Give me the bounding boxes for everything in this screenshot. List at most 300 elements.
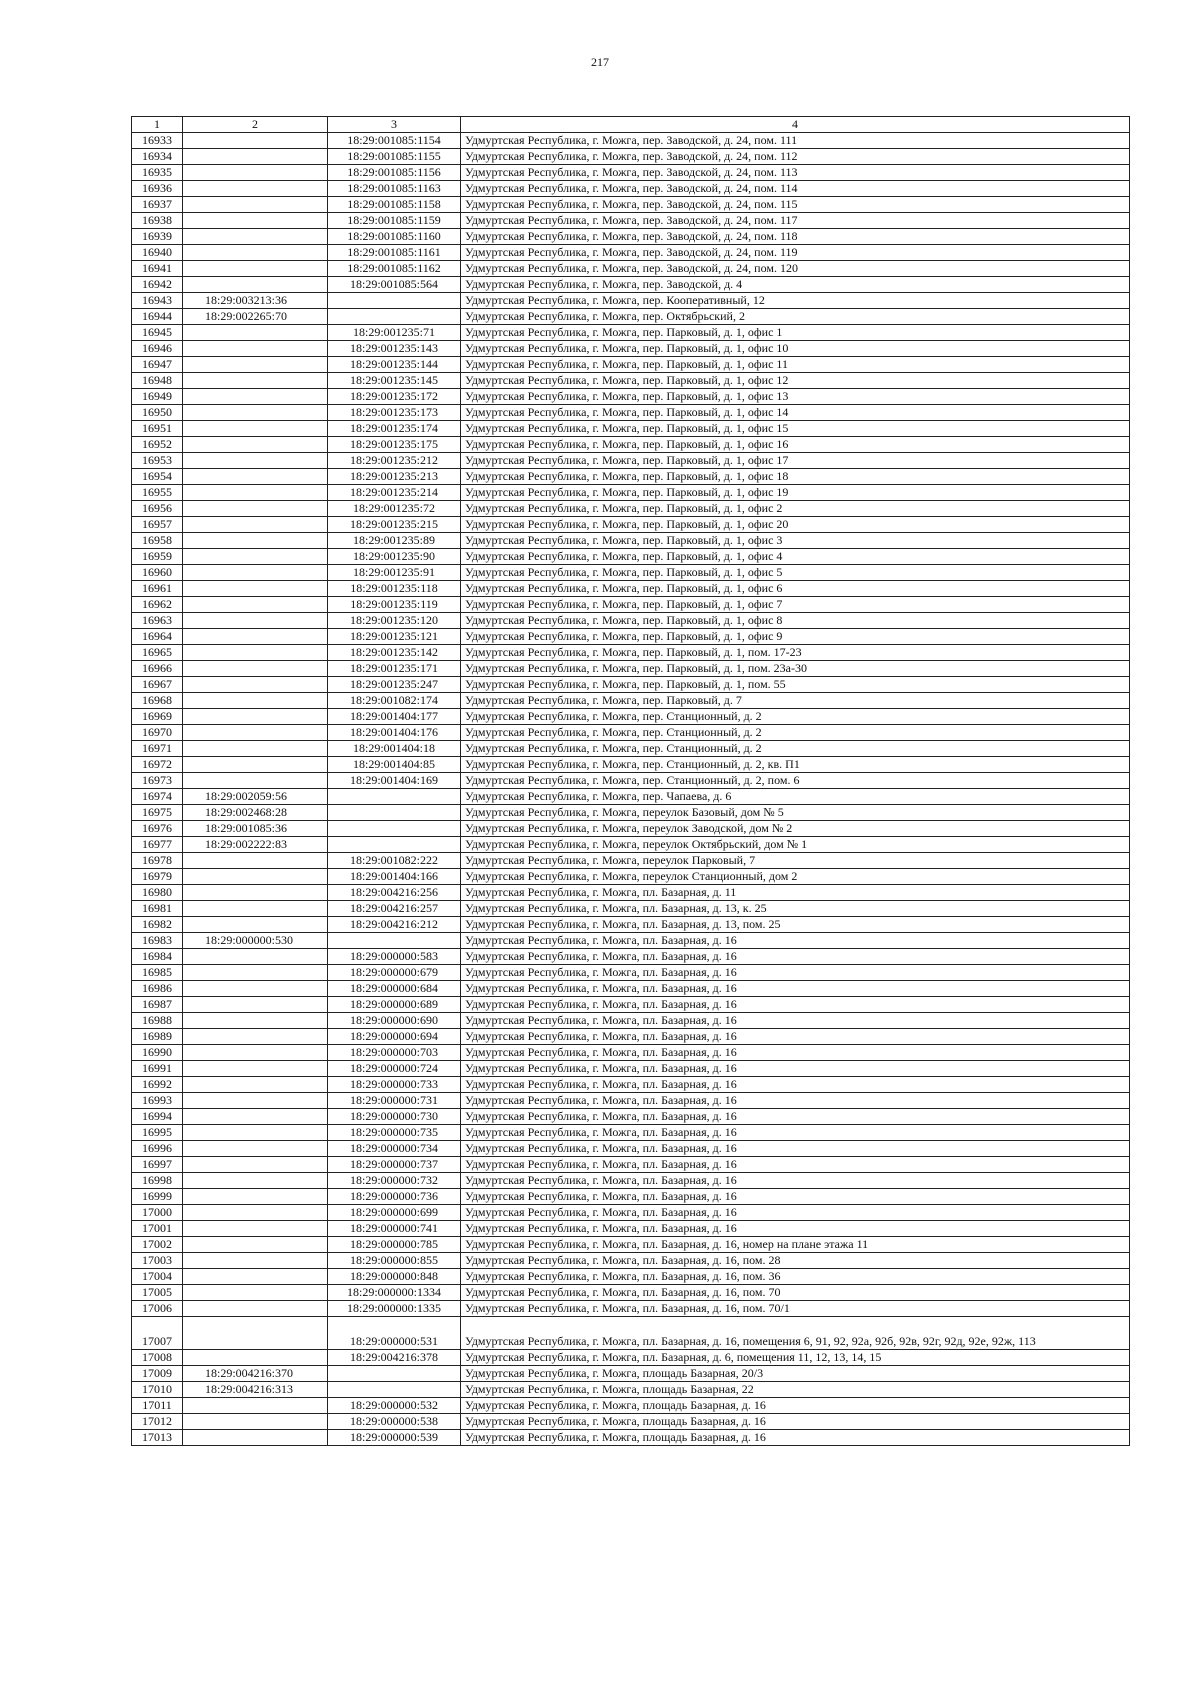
table-row [132, 789, 1130, 805]
address: Удмуртская Республика, г. Можга, пл. Базарная, д. 16 [461, 1077, 1130, 1093]
cadastral-number-col2 [183, 709, 328, 725]
address: Удмуртская Республика, г. Можга, площадь Базарная, 22 [461, 1382, 1130, 1398]
address: Удмуртская Республика, г. Можга, пл. Базарная, д. 13, к. 25 [461, 901, 1130, 917]
cadastral-number-col2 [183, 373, 328, 389]
column-header-1: 1 [132, 117, 183, 133]
row-number: 16980 [132, 885, 183, 901]
row-number: 16971 [132, 741, 183, 757]
cadastral-number-col2 [183, 997, 328, 1013]
row-number: 16999 [132, 1189, 183, 1205]
row-number: 16953 [132, 453, 183, 469]
address: Удмуртская Республика, г. Можга, пл. Базарная, д. 16 [461, 1141, 1130, 1157]
address: Удмуртская Республика, г. Можга, пер. Парковый, д. 1, офис 10 [461, 341, 1130, 357]
registry-table [131, 116, 1130, 1446]
address: Удмуртская Республика, г. Можга, пер. Заводской, д. 24, пом. 112 [461, 149, 1130, 165]
cadastral-number-col3: 18:29:001404:177 [328, 709, 461, 725]
address: Удмуртская Республика, г. Можга, пер. Парковый, д. 1, офис 12 [461, 373, 1130, 389]
row-number: 16978 [132, 853, 183, 869]
cadastral-number-col3: 18:29:001085:1155 [328, 149, 461, 165]
cadastral-number-col2 [183, 725, 328, 741]
row-number: 16994 [132, 1109, 183, 1125]
address: Удмуртская Республика, г. Можга, пер. Станционный, д. 2, пом. 6 [461, 773, 1130, 789]
row-number: 17003 [132, 1253, 183, 1269]
table-row [132, 293, 1130, 309]
row-number: 16961 [132, 581, 183, 597]
address: Удмуртская Республика, г. Можга, пер. Парковый, д. 1, пом. 17-23 [461, 645, 1130, 661]
row-number: 16938 [132, 213, 183, 229]
table-row [132, 773, 1130, 789]
row-number: 16942 [132, 277, 183, 293]
address: Удмуртская Республика, г. Можга, переулок Станционный, дом 2 [461, 869, 1130, 885]
row-number: 16966 [132, 661, 183, 677]
address: Удмуртская Республика, г. Можга, пер. Парковый, д. 1, офис 17 [461, 453, 1130, 469]
cadastral-number-col3: 18:29:000000:689 [328, 997, 461, 1013]
cadastral-number-col2 [183, 1205, 328, 1221]
table-row [132, 1141, 1130, 1157]
address: Удмуртская Республика, г. Можга, пл. Базарная, д. 16, пом. 70/1 [461, 1301, 1130, 1317]
cadastral-number-col2 [183, 885, 328, 901]
address: Удмуртская Республика, г. Можга, пер. Парковый, д. 1, офис 16 [461, 437, 1130, 453]
cadastral-number-col2 [183, 1253, 328, 1269]
cadastral-number-col2 [183, 389, 328, 405]
cadastral-number-col2 [183, 1285, 328, 1301]
cadastral-number-col2 [183, 533, 328, 549]
cadastral-number-col2 [183, 325, 328, 341]
cadastral-number-col3: 18:29:001235:214 [328, 485, 461, 501]
table-row [132, 741, 1130, 757]
row-number: 16972 [132, 757, 183, 773]
table-body [132, 133, 1130, 1446]
address: Удмуртская Республика, г. Можга, пер. Заводской, д. 24, пом. 111 [461, 133, 1130, 149]
cadastral-number-col3: 18:29:001235:91 [328, 565, 461, 581]
row-number: 16949 [132, 389, 183, 405]
cadastral-number-col2 [183, 869, 328, 885]
cadastral-number-col2 [183, 485, 328, 501]
table-row [132, 725, 1130, 741]
address: Удмуртская Республика, г. Можга, пл. Базарная, д. 16 [461, 949, 1130, 965]
table-row [132, 277, 1130, 293]
cadastral-number-col3: 18:29:001235:215 [328, 517, 461, 533]
address: Удмуртская Республика, г. Можга, пер. Парковый, д. 1, офис 2 [461, 501, 1130, 517]
row-number: 16965 [132, 645, 183, 661]
cadastral-number-col2 [183, 405, 328, 421]
table-row [132, 485, 1130, 501]
table-row [132, 389, 1130, 405]
cadastral-number-col3: 18:29:001082:174 [328, 693, 461, 709]
cadastral-number-col2 [183, 597, 328, 613]
address: Удмуртская Республика, г. Можга, пл. Базарная, д. 16 [461, 933, 1130, 949]
cadastral-number-col3: 18:29:000000:741 [328, 1221, 461, 1237]
address: Удмуртская Республика, г. Можга, пер. Парковый, д. 1, офис 20 [461, 517, 1130, 533]
cadastral-number-col3: 18:29:000000:735 [328, 1125, 461, 1141]
table-row [132, 1189, 1130, 1205]
table-row [132, 1077, 1130, 1093]
table-row [132, 1398, 1130, 1414]
address: Удмуртская Республика, г. Можга, пер. Парковый, д. 1, офис 19 [461, 485, 1130, 501]
table-row [132, 1285, 1130, 1301]
table-row [132, 421, 1130, 437]
row-number: 16940 [132, 245, 183, 261]
row-number: 16970 [132, 725, 183, 741]
address: Удмуртская Республика, г. Можга, пер. Парковый, д. 1, офис 8 [461, 613, 1130, 629]
row-number: 17013 [132, 1430, 183, 1446]
cadastral-number-col2 [183, 1077, 328, 1093]
row-number: 17009 [132, 1366, 183, 1382]
cadastral-number-col3: 18:29:001235:121 [328, 629, 461, 645]
cadastral-number-col3 [328, 1382, 461, 1398]
table-row [132, 1301, 1130, 1317]
cadastral-number-col3: 18:29:000000:684 [328, 981, 461, 997]
cadastral-number-col2 [183, 1350, 328, 1366]
address: Удмуртская Республика, г. Можга, пер. Заводской, д. 4 [461, 277, 1130, 293]
column-header-4: 4 [461, 117, 1130, 133]
row-number: 16935 [132, 165, 183, 181]
row-number: 16936 [132, 181, 183, 197]
column-header-3: 3 [328, 117, 461, 133]
cadastral-number-col2 [183, 149, 328, 165]
cadastral-number-col3: 18:29:000000:1334 [328, 1285, 461, 1301]
table-row [132, 997, 1130, 1013]
table-row [132, 261, 1130, 277]
table-row [132, 1317, 1130, 1350]
table-row [132, 949, 1130, 965]
cadastral-number-col3: 18:29:001235:171 [328, 661, 461, 677]
table-row [132, 693, 1130, 709]
row-number: 16983 [132, 933, 183, 949]
table-row [132, 1173, 1130, 1189]
table-row [132, 709, 1130, 725]
table-row [132, 469, 1130, 485]
cadastral-number-col3 [328, 933, 461, 949]
cadastral-number-col3: 18:29:001235:144 [328, 357, 461, 373]
address: Удмуртская Республика, г. Можга, пер. Парковый, д. 1, офис 15 [461, 421, 1130, 437]
row-number: 16991 [132, 1061, 183, 1077]
cadastral-number-col2 [183, 213, 328, 229]
header-row [132, 117, 1130, 133]
cadastral-number-col2 [183, 1237, 328, 1253]
address: Удмуртская Республика, г. Можга, пл. Базарная, д. 16 [461, 1205, 1130, 1221]
row-number: 17000 [132, 1205, 183, 1221]
row-number: 16996 [132, 1141, 183, 1157]
address: Удмуртская Республика, г. Можга, пер. Парковый, д. 1, офис 6 [461, 581, 1130, 597]
row-number: 16984 [132, 949, 183, 965]
table-row [132, 597, 1130, 613]
table-row [132, 181, 1130, 197]
table-row [132, 917, 1130, 933]
address: Удмуртская Республика, г. Можга, пл. Базарная, д. 13, пом. 25 [461, 917, 1130, 933]
row-number: 16992 [132, 1077, 183, 1093]
row-number: 16947 [132, 357, 183, 373]
cadastral-number-col3: 18:29:001235:120 [328, 613, 461, 629]
row-number: 16975 [132, 805, 183, 821]
cadastral-number-col2 [183, 165, 328, 181]
address: Удмуртская Республика, г. Можга, пер. Парковый, д. 1, офис 1 [461, 325, 1130, 341]
cadastral-number-col3: 18:29:001235:118 [328, 581, 461, 597]
table-row [132, 357, 1130, 373]
address: Удмуртская Республика, г. Можга, пер. Парковый, д. 1, офис 5 [461, 565, 1130, 581]
cadastral-number-col2: 18:29:001085:36 [183, 821, 328, 837]
address: Удмуртская Республика, г. Можга, переулок Заводской, дом № 2 [461, 821, 1130, 837]
address: Удмуртская Республика, г. Можга, площадь Базарная, 20/3 [461, 1366, 1130, 1382]
address: Удмуртская Республика, г. Можга, пер. Парковый, д. 1, офис 13 [461, 389, 1130, 405]
table-row [132, 133, 1130, 149]
address: Удмуртская Республика, г. Можга, пер. Заводской, д. 24, пом. 115 [461, 197, 1130, 213]
cadastral-number-col3: 18:29:000000:1335 [328, 1301, 461, 1317]
address: Удмуртская Республика, г. Можга, пер. Парковый, д. 1, пом. 55 [461, 677, 1130, 693]
cadastral-number-col3: 18:29:001235:145 [328, 373, 461, 389]
address: Удмуртская Республика, г. Можга, переулок Базовый, дом № 5 [461, 805, 1130, 821]
cadastral-number-col2 [183, 661, 328, 677]
address: Удмуртская Республика, г. Можга, пл. Базарная, д. 16, номер на плане этажа 11 [461, 1237, 1130, 1253]
cadastral-number-col2 [183, 1301, 328, 1317]
table-row [132, 1221, 1130, 1237]
cadastral-number-col3: 18:29:001085:1163 [328, 181, 461, 197]
row-number: 16958 [132, 533, 183, 549]
table-row [132, 1045, 1130, 1061]
cadastral-number-col2 [183, 1430, 328, 1446]
row-number: 17001 [132, 1221, 183, 1237]
address: Удмуртская Республика, г. Можга, пер. Заводской, д. 24, пом. 113 [461, 165, 1130, 181]
table-row [132, 981, 1130, 997]
cadastral-number-col3: 18:29:001235:142 [328, 645, 461, 661]
cadastral-number-col3: 18:29:000000:855 [328, 1253, 461, 1269]
address: Удмуртская Республика, г. Можга, пл. Базарная, д. 16 [461, 1029, 1130, 1045]
address: Удмуртская Республика, г. Можга, пер. Чапаева, д. 6 [461, 789, 1130, 805]
table-row [132, 149, 1130, 165]
table-row [132, 805, 1130, 821]
address: Удмуртская Республика, г. Можга, пер. Парковый, д. 1, офис 9 [461, 629, 1130, 645]
table-row [132, 565, 1130, 581]
table-row [132, 405, 1130, 421]
cadastral-number-col2 [183, 245, 328, 261]
cadastral-number-col2 [183, 1414, 328, 1430]
row-number: 16982 [132, 917, 183, 933]
address: Удмуртская Республика, г. Можга, пер. Заводской, д. 24, пом. 118 [461, 229, 1130, 245]
address: Удмуртская Республика, г. Можга, пл. Базарная, д. 16 [461, 1109, 1130, 1125]
cadastral-number-col2 [183, 581, 328, 597]
table-row [132, 581, 1130, 597]
address: Удмуртская Республика, г. Можга, пер. Парковый, д. 1, пом. 23а-30 [461, 661, 1130, 677]
cadastral-number-col2 [183, 1189, 328, 1205]
table-row [132, 613, 1130, 629]
row-number: 16988 [132, 1013, 183, 1029]
cadastral-number-col3: 18:29:000000:734 [328, 1141, 461, 1157]
row-number: 17010 [132, 1382, 183, 1398]
address: Удмуртская Республика, г. Можга, пер. Парковый, д. 7 [461, 693, 1130, 709]
cadastral-number-col3: 18:29:000000:694 [328, 1029, 461, 1045]
cadastral-number-col3 [328, 805, 461, 821]
table-row [132, 677, 1130, 693]
cadastral-number-col3: 18:29:004216:212 [328, 917, 461, 933]
row-number: 16962 [132, 597, 183, 613]
cadastral-number-col3: 18:29:001085:1156 [328, 165, 461, 181]
address: Удмуртская Республика, г. Можга, пер. Парковый, д. 1, офис 14 [461, 405, 1130, 421]
cadastral-number-col2 [183, 421, 328, 437]
address: Удмуртская Республика, г. Можга, пл. Базарная, д. 16 [461, 1061, 1130, 1077]
table-row [132, 1205, 1130, 1221]
cadastral-number-col3 [328, 1366, 461, 1382]
address: Удмуртская Республика, г. Можга, пер. Октябрьский, 2 [461, 309, 1130, 325]
cadastral-number-col2 [183, 1398, 328, 1414]
row-number: 16981 [132, 901, 183, 917]
cadastral-number-col3: 18:29:001085:1162 [328, 261, 461, 277]
row-number: 17008 [132, 1350, 183, 1366]
address: Удмуртская Республика, г. Можга, площадь Базарная, д. 16 [461, 1430, 1130, 1446]
row-number: 16959 [132, 549, 183, 565]
cadastral-number-col3: 18:29:001235:71 [328, 325, 461, 341]
table-row [132, 1013, 1130, 1029]
row-number: 17012 [132, 1414, 183, 1430]
row-number: 16986 [132, 981, 183, 997]
address: Удмуртская Республика, г. Можга, площадь Базарная, д. 16 [461, 1398, 1130, 1414]
cadastral-number-col3: 18:29:001082:222 [328, 853, 461, 869]
cadastral-number-col3: 18:29:001235:175 [328, 437, 461, 453]
table-row [132, 1061, 1130, 1077]
address: Удмуртская Республика, г. Можга, пл. Базарная, д. 16, пом. 36 [461, 1269, 1130, 1285]
cadastral-number-col3 [328, 789, 461, 805]
table-row [132, 501, 1130, 517]
table-row [132, 1237, 1130, 1253]
cadastral-number-col2 [183, 1061, 328, 1077]
table-row [132, 341, 1130, 357]
table-header [132, 117, 1130, 133]
cadastral-number-col2 [183, 549, 328, 565]
row-number: 16968 [132, 693, 183, 709]
row-number: 16954 [132, 469, 183, 485]
cadastral-number-col2 [183, 181, 328, 197]
cadastral-number-col3: 18:29:001404:169 [328, 773, 461, 789]
cadastral-number-col2 [183, 693, 328, 709]
address: Удмуртская Республика, г. Можга, пл. Базарная, д. 16 [461, 981, 1130, 997]
address: Удмуртская Республика, г. Можга, пл. Базарная, д. 16 [461, 1221, 1130, 1237]
table-row [132, 197, 1130, 213]
cadastral-number-col3: 18:29:004216:256 [328, 885, 461, 901]
address: Удмуртская Республика, г. Можга, пер. Парковый, д. 1, офис 7 [461, 597, 1130, 613]
cadastral-number-col3 [328, 837, 461, 853]
cadastral-number-col2 [183, 981, 328, 997]
address: Удмуртская Республика, г. Можга, площадь Базарная, д. 16 [461, 1414, 1130, 1430]
cadastral-number-col2 [183, 565, 328, 581]
cadastral-number-col3: 18:29:004216:378 [328, 1350, 461, 1366]
cadastral-number-col3: 18:29:001235:174 [328, 421, 461, 437]
cadastral-number-col3: 18:29:000000:730 [328, 1109, 461, 1125]
row-number: 16957 [132, 517, 183, 533]
row-number: 16948 [132, 373, 183, 389]
cadastral-number-col3: 18:29:001404:176 [328, 725, 461, 741]
address: Удмуртская Республика, г. Можга, пл. Базарная, д. 6, помещения 11, 12, 13, 14, 15 [461, 1350, 1130, 1366]
cadastral-number-col2 [183, 437, 328, 453]
cadastral-number-col2 [183, 453, 328, 469]
table-row [132, 1414, 1130, 1430]
table-row [132, 549, 1130, 565]
row-number: 16952 [132, 437, 183, 453]
table-row [132, 1430, 1130, 1446]
row-number: 16987 [132, 997, 183, 1013]
cadastral-number-col2 [183, 613, 328, 629]
address: Удмуртская Республика, г. Можга, пер. Парковый, д. 1, офис 11 [461, 357, 1130, 373]
table-row [132, 437, 1130, 453]
cadastral-number-col3: 18:29:001404:85 [328, 757, 461, 773]
address: Удмуртская Республика, г. Можга, пер. Станционный, д. 2 [461, 741, 1130, 757]
row-number: 16979 [132, 869, 183, 885]
cadastral-number-col3: 18:29:000000:699 [328, 1205, 461, 1221]
table-row [132, 229, 1130, 245]
row-number: 16973 [132, 773, 183, 789]
address: Удмуртская Республика, г. Можга, пер. Кооперативный, 12 [461, 293, 1130, 309]
cadastral-number-col2 [183, 1029, 328, 1045]
address: Удмуртская Республика, г. Можга, пл. Базарная, д. 16 [461, 1125, 1130, 1141]
address: Удмуртская Республика, г. Можга, переулок Парковый, 7 [461, 853, 1130, 869]
table-row [132, 1125, 1130, 1141]
cadastral-number-col2 [183, 1269, 328, 1285]
address: Удмуртская Республика, г. Можга, пл. Базарная, д. 16 [461, 1093, 1130, 1109]
row-number: 16939 [132, 229, 183, 245]
page-number: 217 [591, 55, 609, 69]
address: Удмуртская Республика, г. Можга, пер. Заводской, д. 24, пом. 119 [461, 245, 1130, 261]
cadastral-number-col3: 18:29:001235:119 [328, 597, 461, 613]
row-number: 16963 [132, 613, 183, 629]
cadastral-number-col3: 18:29:000000:733 [328, 1077, 461, 1093]
cadastral-number-col2 [183, 357, 328, 373]
cadastral-number-col2 [183, 1093, 328, 1109]
cadastral-number-col2 [183, 1109, 328, 1125]
row-number: 16933 [132, 133, 183, 149]
cadastral-number-col2 [183, 1317, 328, 1350]
cadastral-number-col3: 18:29:001235:212 [328, 453, 461, 469]
table-row [132, 661, 1130, 677]
table-row [132, 1093, 1130, 1109]
cadastral-number-col2 [183, 1045, 328, 1061]
cadastral-number-col3: 18:29:001404:18 [328, 741, 461, 757]
row-number: 16943 [132, 293, 183, 309]
cadastral-number-col2 [183, 901, 328, 917]
address: Удмуртская Республика, г. Можга, пл. Базарная, д. 16 [461, 1013, 1130, 1029]
table-row [132, 965, 1130, 981]
cadastral-number-col3: 18:29:004216:257 [328, 901, 461, 917]
column-header-2: 2 [183, 117, 328, 133]
address: Удмуртская Республика, г. Можга, пер. Заводской, д. 24, пом. 117 [461, 213, 1130, 229]
cadastral-number-col3: 18:29:001235:72 [328, 501, 461, 517]
cadastral-number-col3: 18:29:001085:564 [328, 277, 461, 293]
cadastral-number-col2: 18:29:004216:370 [183, 1366, 328, 1382]
cadastral-number-col2 [183, 965, 328, 981]
table-row [132, 1029, 1130, 1045]
cadastral-number-col2 [183, 229, 328, 245]
address: Удмуртская Республика, г. Можга, пер. Парковый, д. 1, офис 18 [461, 469, 1130, 485]
cadastral-number-col3: 18:29:000000:538 [328, 1414, 461, 1430]
address: Удмуртская Республика, г. Можга, пл. Базарная, д. 16, пом. 28 [461, 1253, 1130, 1269]
address: Удмуртская Республика, г. Можга, пл. Базарная, д. 16 [461, 997, 1130, 1013]
address: Удмуртская Республика, г. Можга, пл. Базарная, д. 16 [461, 1173, 1130, 1189]
table-row [132, 933, 1130, 949]
cadastral-number-col3: 18:29:001085:1154 [328, 133, 461, 149]
table-row [132, 1269, 1130, 1285]
table-row [132, 245, 1130, 261]
row-number: 16990 [132, 1045, 183, 1061]
cadastral-number-col2: 18:29:002468:28 [183, 805, 328, 821]
address: Удмуртская Республика, г. Можга, пл. Базарная, д. 16, пом. 70 [461, 1285, 1130, 1301]
row-number: 16995 [132, 1125, 183, 1141]
table-row [132, 1350, 1130, 1366]
address: Удмуртская Республика, г. Можга, пл. Базарная, д. 16 [461, 1189, 1130, 1205]
row-number: 16989 [132, 1029, 183, 1045]
cadastral-number-col3: 18:29:000000:848 [328, 1269, 461, 1285]
row-number: 16941 [132, 261, 183, 277]
cadastral-number-col2: 18:29:002059:56 [183, 789, 328, 805]
address: Удмуртская Республика, г. Можга, пер. Парковый, д. 1, офис 3 [461, 533, 1130, 549]
cadastral-number-col3: 18:29:000000:703 [328, 1045, 461, 1061]
table-row [132, 1157, 1130, 1173]
